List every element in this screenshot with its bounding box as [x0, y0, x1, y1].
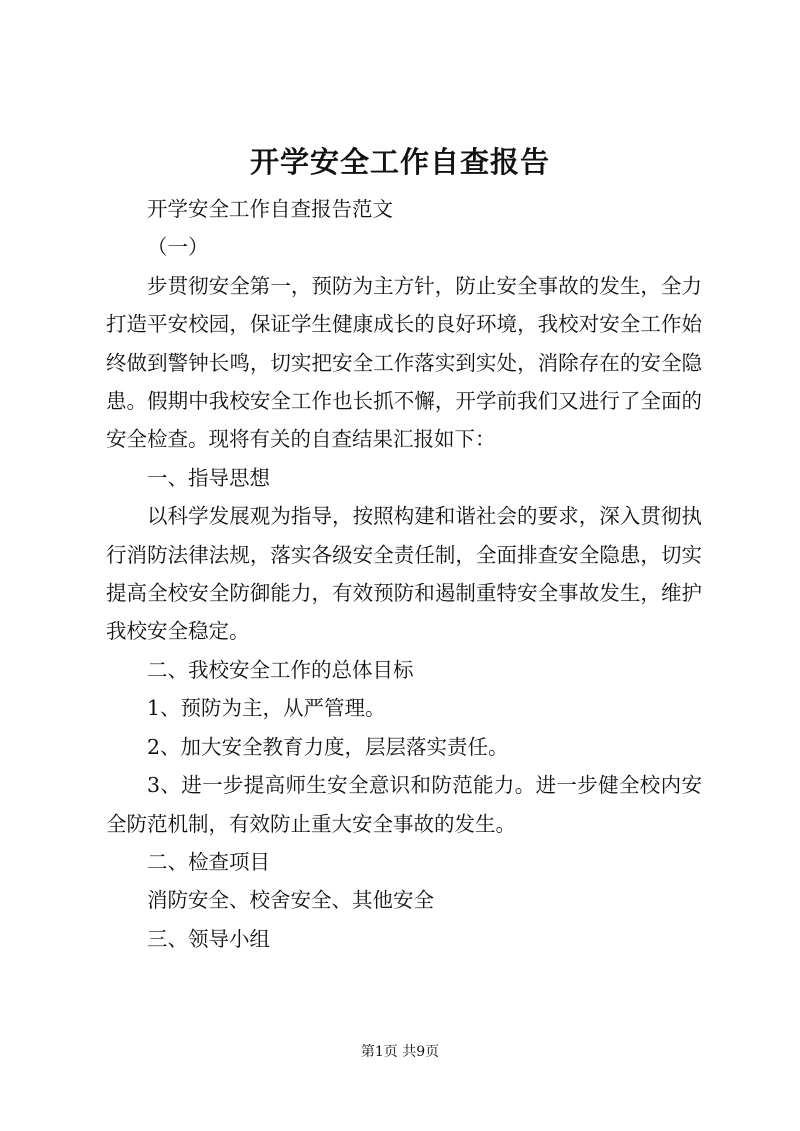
paragraph-guiding-ideology: 以科学发展观为指导，按照构建和谐社会的要求，深入贯彻执行消防法律法规，落实各级安全责任制，全面排查安全隐患，切实提高全校安全防御能力，有效预防和遏制重特安全事故发生，维护我校安全稳定。 — [106, 504, 702, 644]
paragraph-subtitle: 开学安全工作自查报告范文 — [147, 197, 393, 221]
list-item-goal-1: 1、预防为主，从严管理。 — [147, 696, 386, 721]
page-number: 第1页 共9页 — [360, 1044, 440, 1060]
list-item-goal-3: 3、进一步提高师生安全意识和防范能力。进一步健全校内安全防范机制，有效防止重大安全事故的发生。 — [106, 773, 702, 836]
heading-inspection-items: 二、检查项目 — [147, 849, 270, 874]
list-item-goal-2: 2、加大安全教育力度，层层落实责任。 — [147, 734, 509, 759]
heading-guiding-ideology: 一、指导思想 — [147, 465, 270, 490]
heading-leadership-group: 三、领导小组 — [147, 926, 270, 951]
document-title: 开学安全工作自查报告 — [249, 145, 550, 179]
document-body — [106, 190, 702, 958]
heading-overall-goals: 二、我校安全工作的总体目标 — [147, 657, 414, 682]
paragraph-intro: 步贯彻安全第一，预防为主方针，防止安全事故的发生，全力打造平安校园，保证学生健康成长的良好环境，我校对安全工作始终做到警钟长鸣，切实把安全工作落实到实处，消除存在的安全隐患。假期中我校安全工作也长抓不懈，开学前我们又进行了全面的安全检查。现将有关的自查结果汇报如下： — [106, 273, 702, 452]
paragraph-inspection-items: 消防安全、校舍安全、其他安全 — [147, 888, 434, 913]
paragraph-section-marker: （一） — [147, 235, 209, 260]
